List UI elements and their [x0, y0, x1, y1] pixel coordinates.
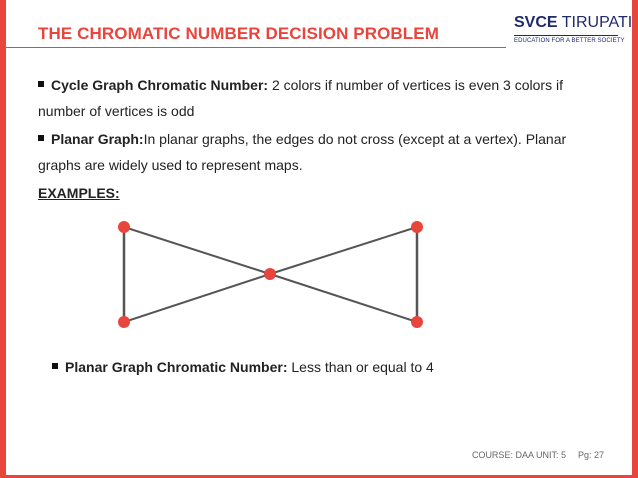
graph-vertex-center	[264, 268, 276, 280]
cycle-graph-text-a: 2 colors if number of vertices is even 3 colors if	[268, 77, 563, 93]
graph-edge-bottom-left	[124, 274, 270, 322]
planar-graph-text-b: graphs are widely used to represent maps.	[38, 157, 303, 173]
logo-bold-text: SVCE	[514, 14, 558, 31]
institution-logo	[514, 14, 633, 44]
graph-edge-bottom-right	[270, 274, 417, 322]
square-bullet-icon	[38, 135, 44, 141]
cycle-graph-paragraph	[38, 72, 598, 124]
logo-divider	[514, 35, 618, 36]
slide-footer	[472, 450, 604, 460]
planar-chromatic-paragraph	[52, 355, 434, 379]
left-accent-bar	[0, 0, 6, 478]
graph-vertex-top-right	[411, 221, 423, 233]
graph-vertex-bottom-left	[118, 316, 130, 328]
cycle-graph-text-b: number of vertices is odd	[38, 103, 195, 119]
examples-heading: EXAMPLES:	[38, 185, 120, 201]
page-number: Pg: 27	[577, 450, 604, 460]
planar-graph-label: Planar Graph:	[51, 131, 144, 147]
square-bullet-icon	[38, 81, 44, 87]
square-bullet-icon	[52, 363, 58, 369]
planar-chromatic-label: Planar Graph Chromatic Number:	[65, 359, 288, 375]
course-info: COURSE: DAA UNIT: 5	[471, 450, 566, 460]
logo-tagline: EDUCATION FOR A BETTER SOCIETY	[514, 38, 625, 44]
planar-graph-paragraph	[38, 126, 598, 178]
planar-chromatic-text: Less than or equal to 4	[287, 359, 434, 375]
title-underline	[6, 47, 506, 48]
bowtie-graph-diagram	[100, 212, 440, 337]
logo-rest-text: TIRUPATI	[561, 14, 633, 31]
slide-title: THE CHROMATIC NUMBER DECISION PROBLEM	[38, 24, 439, 43]
right-accent-bar	[632, 0, 638, 478]
graph-vertex-top-left	[118, 221, 130, 233]
cycle-graph-label: Cycle Graph Chromatic Number:	[51, 77, 269, 93]
planar-graph-text-a: In planar graphs, the edges do not cross (except at a vertex). Planar	[143, 131, 567, 147]
slide-content	[38, 72, 598, 206]
graph-edge-top-left	[124, 227, 270, 274]
logo-wordmark	[514, 14, 633, 32]
graph-edge-top-right	[270, 227, 417, 274]
graph-vertex-bottom-right	[411, 316, 423, 328]
